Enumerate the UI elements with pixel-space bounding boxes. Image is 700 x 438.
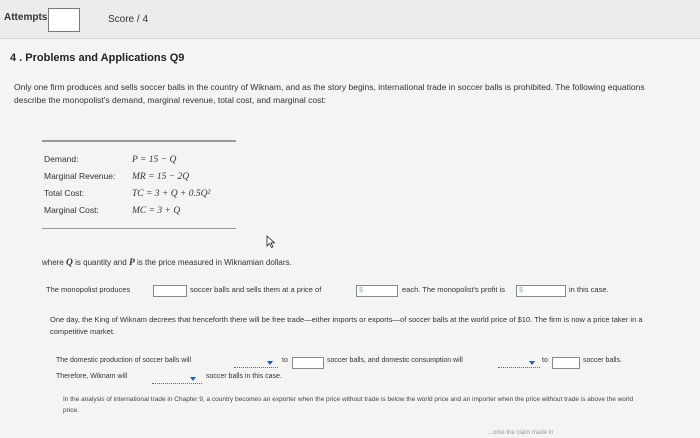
equations-box (42, 140, 236, 229)
consumption-dropdown[interactable] (498, 357, 540, 368)
intro-text: Only one firm produces and sells soccer balls in the country of Wiknam, and as the story begins, international trade in soccer balls is prohibited. The following equations describe the monopolist's demand, marginal revenue, total cost, and marginal cost: (14, 82, 645, 105)
trade-question (56, 373, 356, 387)
chevron-down-icon (267, 361, 273, 365)
question-text: Therefore, Wiknam will (56, 373, 128, 380)
equation-label: Demand: (44, 154, 79, 164)
attempts-label: Attempts (4, 12, 48, 23)
cursor-icon (266, 235, 276, 248)
question-text: soccer balls in this case. (206, 373, 282, 380)
question-text: in this case. (569, 285, 609, 294)
equation-formula: TC = 3 + Q + 0.5Q² (132, 189, 211, 199)
equation-row (44, 171, 189, 182)
top-bar (0, 0, 700, 39)
question-heading: 4 . Problems and Applications Q9 (10, 52, 185, 64)
question-text: soccer balls and sells them at a price of (190, 285, 322, 294)
domestic-question (56, 357, 696, 373)
equation-row (44, 154, 176, 165)
equation-label: Marginal Cost: (44, 205, 99, 215)
equation-row (44, 205, 180, 216)
equation-label: Marginal Revenue: (44, 171, 116, 181)
equation-formula: MC = 3 + Q (132, 206, 181, 216)
analysis-text: In the analysis of international trade in Chapter 9, a country becomes an exporter when the price without trade is below the world price and an importer when the price without trade is above the world price. (63, 396, 634, 414)
production-quantity-input[interactable] (292, 357, 324, 369)
question-text: soccer balls, and domestic consumption will (327, 357, 463, 364)
chevron-down-icon (190, 377, 196, 381)
equation-formula: P = 15 − Q (132, 155, 177, 165)
equation-formula: MR = 15 − 2Q (132, 172, 190, 182)
trade-dropdown[interactable] (152, 373, 202, 384)
price-input[interactable]: $ (356, 285, 398, 297)
free-trade-text: One day, the King of Wiknam decrees that henceforth there will be free trade—either imports or exports—of soccer balls at the world price of $10. The firm is now a price taker in a competitive market. (50, 315, 643, 336)
question-text: each. The monopolist's profit is (402, 285, 506, 294)
equation-row (44, 188, 210, 199)
quantity-input[interactable] (153, 285, 187, 297)
question-text: The monopolist produces (46, 285, 131, 294)
question-text: to (282, 357, 288, 364)
score-label: Score / 4 (108, 14, 149, 25)
question-text: to (542, 357, 548, 364)
question-text: soccer balls. (583, 357, 622, 364)
consumption-quantity-input[interactable] (552, 357, 580, 369)
chevron-down-icon (529, 361, 535, 365)
attempts-box (48, 8, 80, 32)
variable-note: where Q is quantity and P is the price measured in Wiknamian dollars. (42, 258, 292, 268)
question-text: The domestic production of soccer balls will (56, 357, 192, 364)
equation-label: Total Cost: (44, 188, 85, 198)
partial-text: ...ome the claim made in (488, 430, 554, 436)
profit-input[interactable]: $ (516, 285, 566, 297)
production-dropdown[interactable] (234, 357, 278, 368)
